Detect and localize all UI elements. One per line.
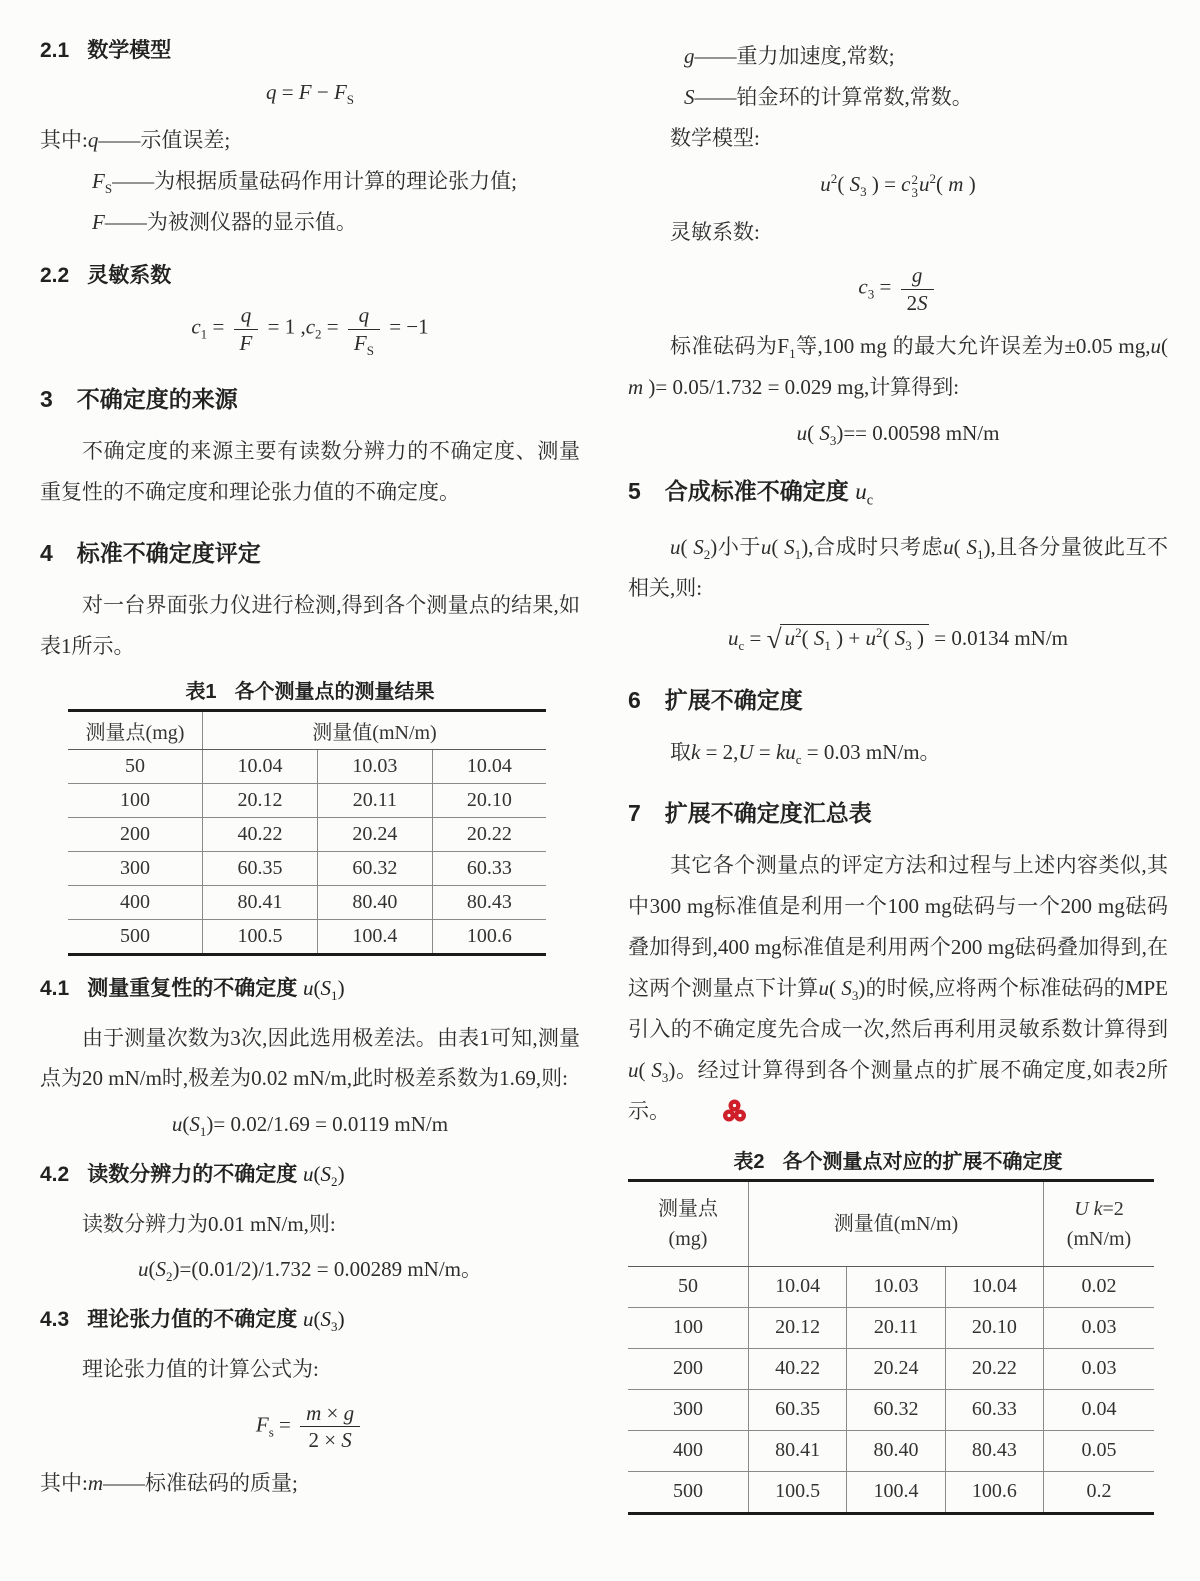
table2-header-point: [628, 1180, 749, 1266]
section-heading-4-3: [40, 1305, 580, 1336]
section-number: 5: [628, 477, 641, 504]
section-title: 灵敏系数: [87, 263, 172, 287]
table-cell: 20.12: [749, 1307, 847, 1348]
definition-q: 其中:q——示值误差;: [40, 128, 231, 153]
paragraph-summary: [628, 845, 1168, 1137]
paragraph-repeatability: 由于测量次数为3次,因此选用极差法。由表1可知,测量点为20 mN/m时,极差为0.02 mN/m,此时极差系数为1.69,则:: [40, 1025, 580, 1091]
table-cell: 20.22: [432, 818, 546, 852]
paragraph-measurement-intro: 对一台界面张力仪进行检测,得到各个测量点的结果,如表1所示。: [40, 593, 580, 659]
table2-caption: [628, 1145, 1168, 1174]
paragraph-standard-weight: 标准砝码为$F_1$等,100 mg 的最大允许误差为±0.05 mg,u( m )= 0.05/1.732 = 0.029 mg,计算得到:: [628, 333, 1168, 399]
table-cell: 80.41: [203, 886, 318, 920]
section-heading-7: [628, 797, 1168, 829]
paragraph-expanded-uncertainty: 取$k = 2,U = ku_c = 0.03$ mN/m。: [670, 740, 941, 768]
table-cell: 20.24: [317, 818, 432, 852]
table-cell: 20.24: [847, 1348, 945, 1389]
table-cell: 20.11: [317, 784, 432, 818]
section-heading-4-2: [40, 1160, 580, 1191]
definition-m: 其中:m——标准砝码的质量;: [40, 1471, 298, 1495]
section-title: 理论张力值的不确定度 $u(S_3)$: [87, 1307, 345, 1335]
section-heading-6: [628, 684, 1168, 716]
table-cell: 80.41: [749, 1430, 847, 1471]
table-cell: 10.03: [847, 1266, 945, 1307]
section-number: 4: [40, 540, 53, 567]
table1-header-point: 测量点(mg): [68, 711, 203, 750]
section-heading-4-1: [40, 974, 580, 1005]
section-title: 测量重复性的不确定度 $u(S_1)$: [87, 976, 345, 1004]
paragraph-theoretical-tension: 理论张力值的计算公式为:: [82, 1356, 319, 1381]
table-cell: 500: [68, 920, 203, 955]
table-cell: 300: [68, 852, 203, 886]
definition-s: S——铂金环的计算常数,常数。: [684, 84, 973, 109]
paragraph-resolution: 读数分辨力为0.01 mN/m,则:: [82, 1211, 336, 1236]
right-column: [628, 26, 1168, 1581]
table-cell: 400: [68, 886, 203, 920]
paragraph-summary-text: 其它各个测量点的评定方法和过程与上述内容类似,其中300 mg标准值是利用一个100 mg砝码与一个200 mg砝码叠加得到,400 mg标准值是利用两个200 mg砝码叠加得到,在这两个测量点下计算u( $S_3$)的时候,应将两个标准砝码的MPE引入的不确定度先合成一次,然后再利用灵敏系数计算得到u( $S_3$)。经过计算得到各个测量点的扩展不确定度,如表2所示。: [628, 853, 1169, 1123]
formula-c3-fraction: $c_3$ = $\frac{g}{2S}$: [628, 262, 1168, 316]
table-cell: 0.2: [1086, 1480, 1112, 1503]
table1-header-row: [68, 711, 546, 750]
header-line: (mg): [668, 1227, 708, 1250]
table-cell: 40.22: [749, 1348, 847, 1389]
formula-sensitivity-c1-c2: $c_1$ = $\frac{q}{F}$ = 1 $,c_2$ = $\frac{q}{F_S}$ = −1: [191, 303, 429, 358]
section-number: 7: [628, 800, 641, 827]
section-title: 标准不确定度评定: [76, 540, 261, 567]
table-row: [628, 1471, 1154, 1513]
table-cell: 100.4: [847, 1471, 945, 1513]
table-cell: 0.05: [1044, 1430, 1155, 1471]
table-cell: 100.4: [317, 920, 432, 955]
table-cell: 80.43: [945, 1430, 1043, 1471]
table-cell: 200: [68, 818, 203, 852]
formula-u-s1: $u(S_1)= 0.02/1.69 = 0.0119$ mN/m: [171, 1112, 449, 1140]
table-row: [68, 852, 546, 886]
table2-header-value: 测量值(mN/m): [749, 1180, 1044, 1266]
section-number: 6: [628, 686, 641, 713]
table-cell: 20.12: [203, 784, 318, 818]
table-row: [628, 1348, 1154, 1389]
table-cell: 60.35: [203, 852, 318, 886]
table-cell: 10.04: [203, 750, 318, 784]
section-number: 4.2: [40, 1163, 70, 1187]
section-number: 2.1: [40, 39, 70, 62]
table-cell: 100: [628, 1307, 749, 1348]
table-cell: 10.04: [945, 1266, 1043, 1307]
left-column: [40, 26, 580, 1581]
paragraph-combined-uncertainty: u( $S_2$)小于u( $S_1$),合成时只考虑u( $S_1$),且各分量彼此互不相关,则:: [628, 535, 1168, 601]
formula-u-s3: u( $S_3)== 0.00598$ mN/m: [796, 420, 1000, 449]
formula-u-s2: $u(S_2)=(0.01/2)/1.732 = 0.00289$ mN/m。: [137, 1257, 483, 1285]
table-cell: 20.10: [432, 784, 546, 818]
header-line: 测量点: [658, 1197, 718, 1220]
paragraph-uncertainty-sources: 不确定度的来源主要有读数分辨力的不确定度、测量重复性的不确定度和理论张力值的不确定度。: [40, 439, 580, 505]
table1-caption-title: 各个测量点的测量结果: [234, 681, 435, 704]
table1-header-value: 测量值(mN/m): [203, 711, 547, 750]
table2-caption-label: 表2: [733, 1150, 765, 1173]
section-number: 2.2: [40, 263, 70, 287]
table-row: [68, 920, 546, 955]
formula-fs-fraction: $F_s$ = $\frac{m \times g}{2 \times S}$: [40, 1400, 580, 1454]
formula-u2-s3: $u^2$( $S_3$ ) = c 2 3 $u^2$( m ): [820, 170, 976, 201]
section-title: 扩展不确定度: [664, 686, 803, 713]
table-cell: 10.04: [749, 1266, 847, 1307]
table-cell: 60.33: [945, 1389, 1043, 1430]
section-title: 不确定度的来源: [76, 386, 238, 412]
section-title: 合成标准不确定度 $u_c$: [664, 477, 874, 509]
table-cell: 60.32: [317, 852, 432, 886]
table-cell: 60.32: [847, 1389, 945, 1430]
table-row: [628, 1430, 1154, 1471]
table-row: [68, 784, 546, 818]
table-row: [68, 886, 546, 920]
definition-g: g——重力加速度,常数;: [684, 44, 895, 68]
header-line: (mN/m): [1066, 1227, 1132, 1250]
table-cell: 80.40: [847, 1430, 945, 1471]
table-row: [628, 1266, 1154, 1307]
table-cell: 100.5: [203, 920, 318, 955]
section-title: 读数分辨力的不确定度 $u(S_2)$: [87, 1162, 345, 1190]
table-cell: 200: [628, 1348, 749, 1389]
table-cell: 100.5: [749, 1471, 847, 1513]
table-row: [628, 1389, 1154, 1430]
formula-uc-sqrt: $u_c$ = √ $u^2$( $S_1$ ) + $u^2$( $S_3$ ) = 0.0134 mN/m: [727, 623, 1069, 654]
table-cell: 300: [628, 1389, 749, 1430]
table2-header-row: [628, 1180, 1154, 1266]
table-cell: 0.03: [1044, 1348, 1155, 1389]
table1-caption-label: 表1: [185, 681, 217, 704]
section-heading-2-1: [40, 36, 580, 65]
table-row: [68, 818, 546, 852]
table-cell: 100: [68, 784, 203, 818]
label-sensitivity: 灵敏系数:: [670, 219, 760, 244]
section-heading-3: [40, 383, 580, 415]
table1-caption: [40, 675, 580, 704]
definition-fs: $F_S——$为根据质量砝码作用计算的理论张力值;: [92, 169, 517, 197]
table-cell: 60.35: [749, 1389, 847, 1430]
table-cell: 0.02: [1044, 1266, 1155, 1307]
header-line: U k=2: [1074, 1197, 1124, 1220]
table-cell: 50: [628, 1266, 749, 1307]
section-heading-5: [628, 475, 1168, 512]
table-row: [68, 750, 546, 784]
table-cell: 10.03: [317, 750, 432, 784]
table2-header-u: [1044, 1180, 1155, 1266]
table-cell: 80.40: [317, 886, 432, 920]
table-cell: 0.04: [1044, 1389, 1155, 1430]
table-cell: 40.22: [203, 818, 318, 852]
formula-q-equals-f-minus-fs: $q = F - F_S$: [265, 80, 355, 108]
table1-measurement-results: [68, 709, 546, 956]
table-cell: 20.11: [847, 1307, 945, 1348]
table-cell: 100.6: [466, 925, 512, 948]
table-cell: 80.43: [432, 886, 546, 920]
section-number: 4.1: [40, 977, 70, 1001]
table-cell: 20.10: [945, 1307, 1043, 1348]
section-number: 4.3: [40, 1308, 70, 1332]
section-title: 数学模型: [87, 39, 172, 62]
table-cell: 20.22: [945, 1348, 1043, 1389]
table-row: [628, 1307, 1154, 1348]
table-cell: 50: [68, 750, 203, 784]
table-cell: 10.04: [432, 750, 546, 784]
table-cell: 500: [628, 1471, 749, 1513]
section-number: 3: [40, 386, 53, 412]
definition-f: F——为被测仪器的显示值。: [92, 209, 357, 234]
section-heading-2-2: [40, 261, 580, 290]
table-cell: 400: [628, 1430, 749, 1471]
section-title: 扩展不确定度汇总表: [664, 800, 872, 827]
table-cell: 0.03: [1044, 1307, 1155, 1348]
end-of-article-icon: [680, 1096, 747, 1137]
table-cell: 60.33: [432, 852, 546, 886]
section-heading-4: [40, 537, 580, 569]
label-math-model: 数学模型:: [670, 125, 760, 150]
table2-expanded-uncertainty: [628, 1179, 1154, 1515]
table2-caption-title: 各个测量点对应的扩展不确定度: [782, 1150, 1063, 1173]
table-cell: 100.6: [945, 1471, 1043, 1513]
